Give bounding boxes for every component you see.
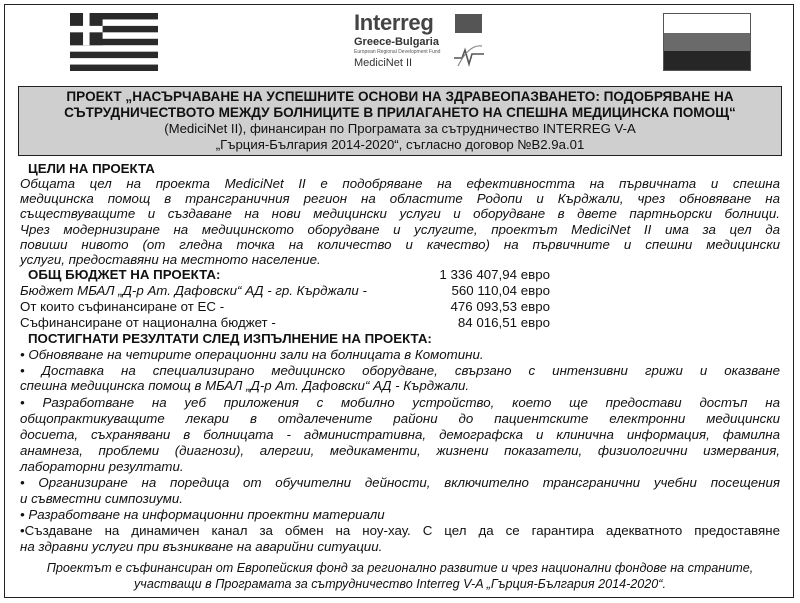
- greek-flag-icon: [70, 13, 158, 71]
- logo-project: MediciNet II: [354, 57, 413, 69]
- budget-row-label: Бюджет МБАЛ „Д-р Ат. Дафовски“ АД - гр. Кърджали -: [20, 283, 367, 298]
- eu-flag-icon: [455, 14, 482, 33]
- results-line: •Създаване на динамичен канал за обмен на ноу-хау. С цел да се гарантира адекватното предоставяне: [20, 523, 780, 538]
- logo-programme: Greece-Bulgaria: [354, 36, 439, 48]
- budget-row-amount: 560 110,04 евро: [451, 283, 550, 298]
- goals-line: съществуващите и създаване на нови медицински услуги и оборудване в двете партньорски болници.: [20, 206, 780, 221]
- budget-heading: ОБЩ БЮДЖЕТ НА ПРОЕКТА:: [28, 267, 221, 282]
- results-line: на здравни услуги при възникване на аварийни ситуации.: [20, 539, 383, 554]
- budget-total: 1 336 407,94 евро: [439, 267, 550, 282]
- results-line: • Доставка на специализирано медицинско оборудване, свързано с интензивни грижи и оказване: [20, 363, 780, 378]
- budget-row-amount: 84 016,51 евро: [457, 315, 550, 330]
- results-line: • Разработване на уеб приложения с мобилно устройство, което ще предостави достъп на: [20, 395, 780, 410]
- project-title-box: [18, 86, 782, 156]
- results-line: общопрактикуващите лекари в отдалечените райони до пациентските електронни медицински: [20, 411, 780, 426]
- goals-line: Общата цел на проекта MediciNet II е подобряване на ефективността на първичната и спешна: [20, 176, 780, 191]
- footer-line-2: участващи в Програмата за сътрудничество Interreg V-A „Гърция-България 2014-2020“.: [134, 577, 666, 591]
- results-line: • Обновяване на четирите операционни зали на болницата в Комотини.: [20, 347, 484, 362]
- medicinet-mark-icon: [452, 40, 486, 70]
- goals-line: услуги, предоставяни на местното население.: [20, 252, 321, 267]
- goals-line: медицинска помощ в трансграничния регион на областите Родопи и Кърджали, чрез обновяване на: [20, 191, 780, 206]
- results-line: лабораторни резултати.: [20, 459, 184, 474]
- results-line: спешна медицинска помощ в МБАЛ „Д-р Ат. Дафовски“ АД - Кърджали.: [20, 378, 470, 393]
- interreg-logo: [340, 10, 490, 74]
- budget-row-label: Съфинансиране от национална бюджет -: [20, 315, 276, 330]
- budget-row-amount: 476 093,53 евро: [450, 299, 550, 314]
- budget-row-label: От които съфинансиране от ЕС -: [20, 299, 225, 314]
- results-line: анамнеза, проблеми (диагнози), алергии, медикаменти, жизнени показатели, физиологични измервания,: [20, 443, 780, 458]
- goals-line: повиши нивото (от гледна точка на количество и качество) на първичните и спешни медицински: [20, 237, 780, 252]
- results-line: и съвместни симпозиуми.: [20, 491, 183, 506]
- goals-heading: ЦЕЛИ НА ПРОЕКТА: [28, 161, 155, 176]
- title-line-3: (MediciNet II), финансиран по Програмата за сътрудничество INTERREG V-A: [164, 121, 636, 136]
- results-line: • Организиране на поредица от обучителни дейности, включително трансгранични учебни посещения: [20, 475, 780, 490]
- title-line-4: „Гърция-България 2014-2020“, съгласно договор №B2.9a.01: [215, 137, 585, 152]
- footer-line-1: Проектът е съфинансиран от Европейския фонд за регионално развитие и чрез национални фондове на страните,: [46, 561, 754, 575]
- title-line-1: ПРОЕКТ „НАСЪРЧАВАНЕ НА УСПЕШНИТЕ ОСНОВИ НА ЗДРАВЕОПАЗВАНЕТО: ПОДОБРЯВАНЕ НА: [66, 89, 734, 104]
- bulgarian-flag-icon: [663, 13, 751, 71]
- goals-line: Чрез модернизиране на медицинското оборудване и услугите, проектът MediciNet II има за цел да: [20, 222, 780, 237]
- results-heading: ПОСТИГНАТИ РЕЗУЛТАТИ СЛЕД ИЗПЪЛНЕНИЕ НА ПРОЕКТА:: [28, 331, 432, 346]
- title-line-2: СЪТРУДНИЧЕСТВОТО МЕЖДУ БОЛНИЦИТЕ В ПРИЛАГАНЕТО НА СПЕШНА МЕДИЦИНСКА ПОМОЩ“: [64, 105, 736, 120]
- logo-tagline: European Regional Development Fund: [354, 49, 441, 55]
- results-line: • Разработване на информационни проектни материали: [20, 507, 385, 522]
- results-line: досиета, съхранявани в болницата - административна, демографска и клинична информация, фамилна: [20, 427, 780, 442]
- logo-brand: Interreg: [354, 10, 434, 35]
